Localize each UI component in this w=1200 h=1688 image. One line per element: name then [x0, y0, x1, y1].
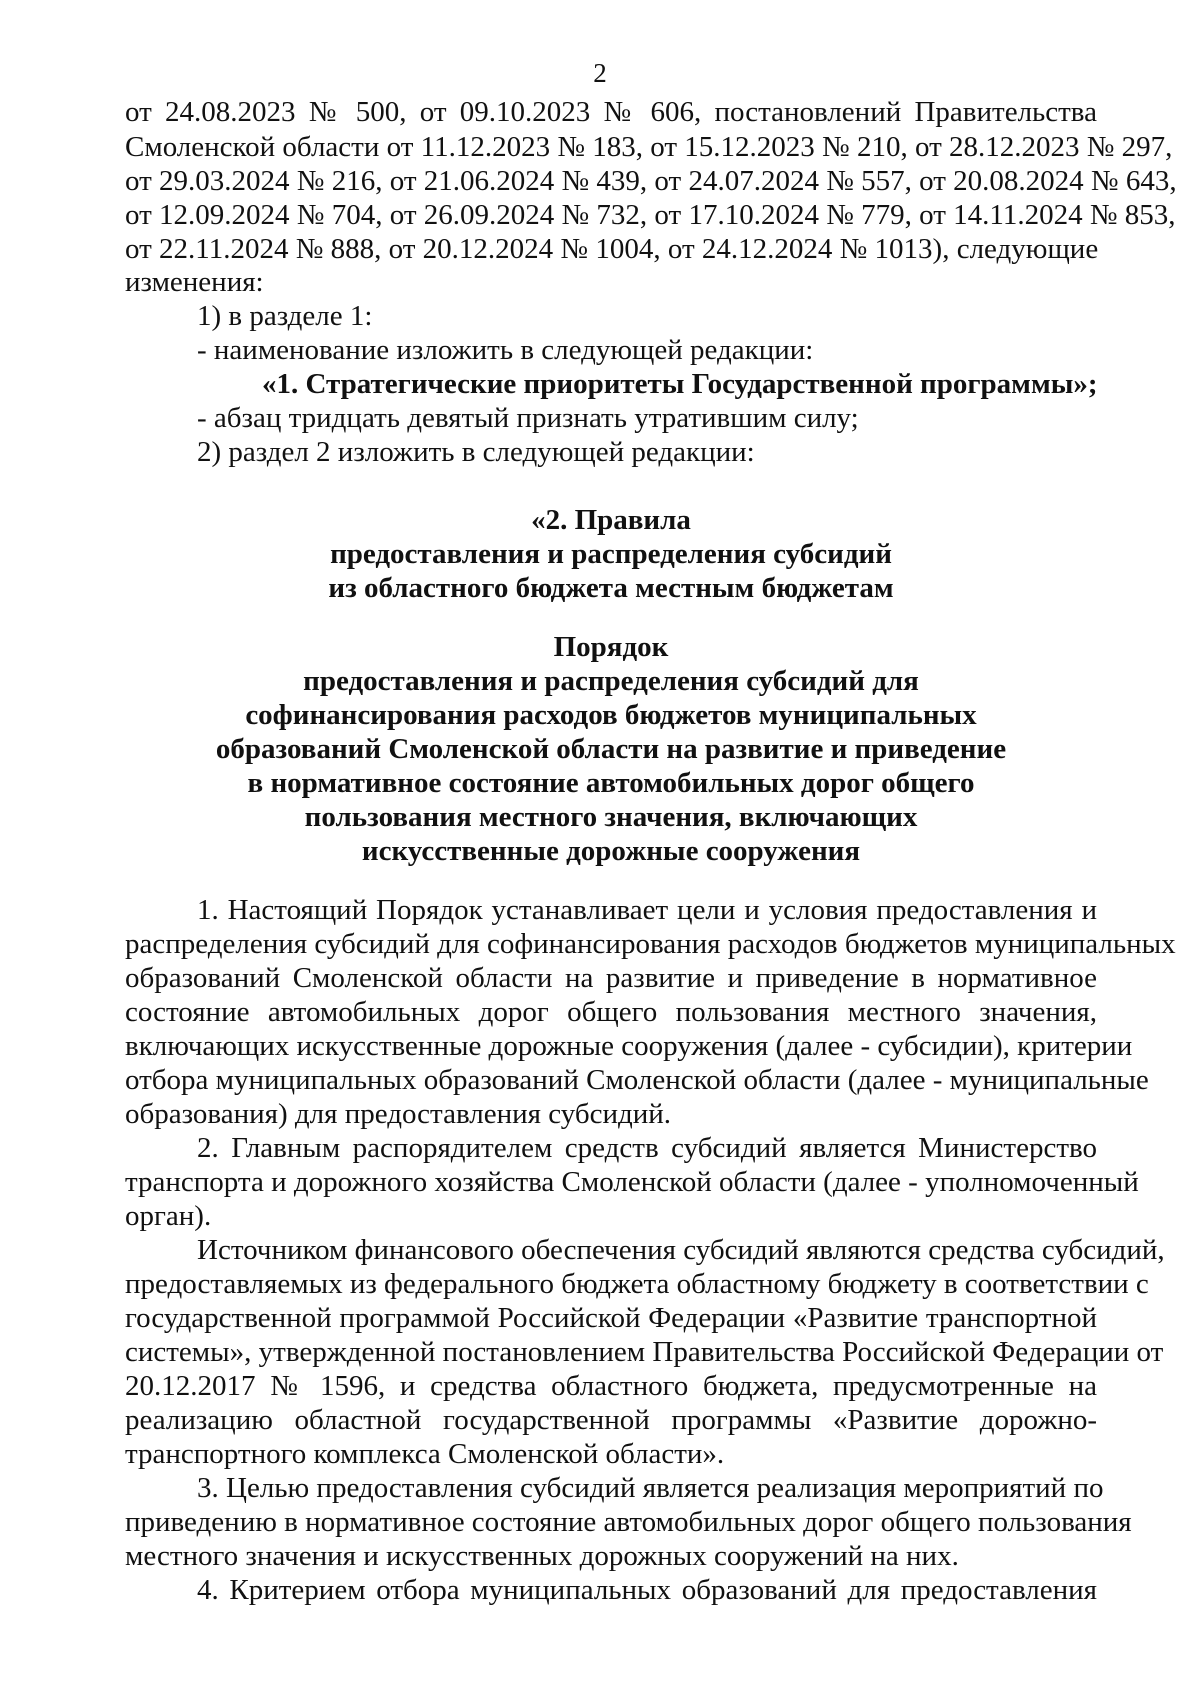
body-line: 1. Настоящий Порядок устанавливает цели и условия предоставления и: [197, 894, 1097, 926]
order-heading-line: софинансирования расходов бюджетов муниципальных: [245, 699, 977, 731]
body-line: образования) для предоставления субсидий.: [125, 1098, 672, 1130]
body-line: Источником финансового обеспечения субсидий являются средства субсидий,: [197, 1234, 1165, 1266]
body-line: местного значения и искусственных дорожных сооружений на них.: [125, 1540, 959, 1572]
body-line: отбора муниципальных образований Смоленской области (далее - муниципальные: [125, 1064, 1149, 1096]
body-line: системы», утвержденной постановлением Правительства Российской Федерации от: [125, 1336, 1164, 1368]
intro-line: от 22.11.2024 № 888, от 20.12.2024 № 1004, от 24.12.2024 № 1013), следующие: [125, 233, 1099, 265]
item-rename: - наименование изложить в следующей редакции:: [197, 334, 814, 366]
intro-line: Смоленской области от 11.12.2023 № 183, от 15.12.2023 № 210, от 28.12.2023 № 297,: [125, 131, 1173, 163]
body-line: 2. Главным распорядителем средств субсидий является Министерство: [197, 1132, 1097, 1164]
section-heading-line: предоставления и распределения субсидий: [330, 538, 892, 570]
intro-line: от 29.03.2024 № 216, от 21.06.2024 № 439, от 24.07.2024 № 557, от 20.08.2024 № 643,: [125, 165, 1177, 197]
section-heading-line: из областного бюджета местным бюджетам: [328, 572, 894, 604]
item-1: 1) в разделе 1:: [197, 300, 373, 332]
new-section-title: «1. Стратегические приоритеты Государственной программы»;: [262, 368, 1098, 400]
intro-line: изменения:: [125, 266, 264, 298]
order-heading-line: предоставления и распределения субсидий для: [303, 665, 919, 697]
body-line: образований Смоленской области на развитие и приведение в нормативное: [125, 962, 1097, 994]
body-line: предоставляемых из федерального бюджета областному бюджету в соответствии с: [125, 1268, 1149, 1300]
body-line: 20.12.2017 № 1596, и средства областного бюджета, предусмотренные на: [125, 1370, 1097, 1402]
body-line: государственной программой Российской Федерации «Развитие транспортной: [125, 1302, 1097, 1334]
body-line: транспорта и дорожного хозяйства Смоленской области (далее - уполномоченный: [125, 1166, 1139, 1198]
intro-line: от 12.09.2024 № 704, от 26.09.2024 № 732, от 17.10.2024 № 779, от 14.11.2024 № 853,: [125, 199, 1176, 231]
item-paragraph-39: - абзац тридцать девятый признать утратившим силу;: [197, 402, 859, 434]
order-heading-line: искусственные дорожные сооружения: [361, 835, 861, 867]
body-line: реализацию областной государственной программы «Развитие дорожно-: [125, 1404, 1097, 1436]
body-line: приведению в нормативное состояние автомобильных дорог общего пользования: [125, 1506, 1132, 1538]
section-heading-line: «2. Правила: [531, 504, 691, 536]
item-2: 2) раздел 2 изложить в следующей редакции:: [197, 436, 755, 468]
body-line: орган).: [125, 1200, 212, 1232]
body-line: состояние автомобильных дорог общего пользования местного значения,: [125, 996, 1097, 1028]
order-heading-line: пользования местного значения, включающих: [304, 801, 918, 833]
intro-line: от 24.08.2023 № 500, от 09.10.2023 № 606, постановлений Правительства: [125, 96, 1097, 128]
body-line: включающих искусственные дорожные сооружения (далее - субсидии), критерии: [125, 1030, 1133, 1062]
order-heading-line: в нормативное состояние автомобильных дорог общего: [247, 767, 975, 799]
order-heading-line: образований Смоленской области на развитие и приведение: [215, 733, 1007, 765]
body-line: транспортного комплекса Смоленской области».: [125, 1438, 725, 1470]
order-heading-line: Порядок: [553, 631, 669, 663]
page-number: 2: [593, 58, 607, 88]
body-line: 4. Критерием отбора муниципальных образований для предоставления: [197, 1574, 1097, 1606]
body-line: 3. Целью предоставления субсидий является реализация мероприятий по: [197, 1472, 1104, 1504]
body-line: распределения субсидий для софинансирования расходов бюджетов муниципальных: [125, 928, 1176, 960]
